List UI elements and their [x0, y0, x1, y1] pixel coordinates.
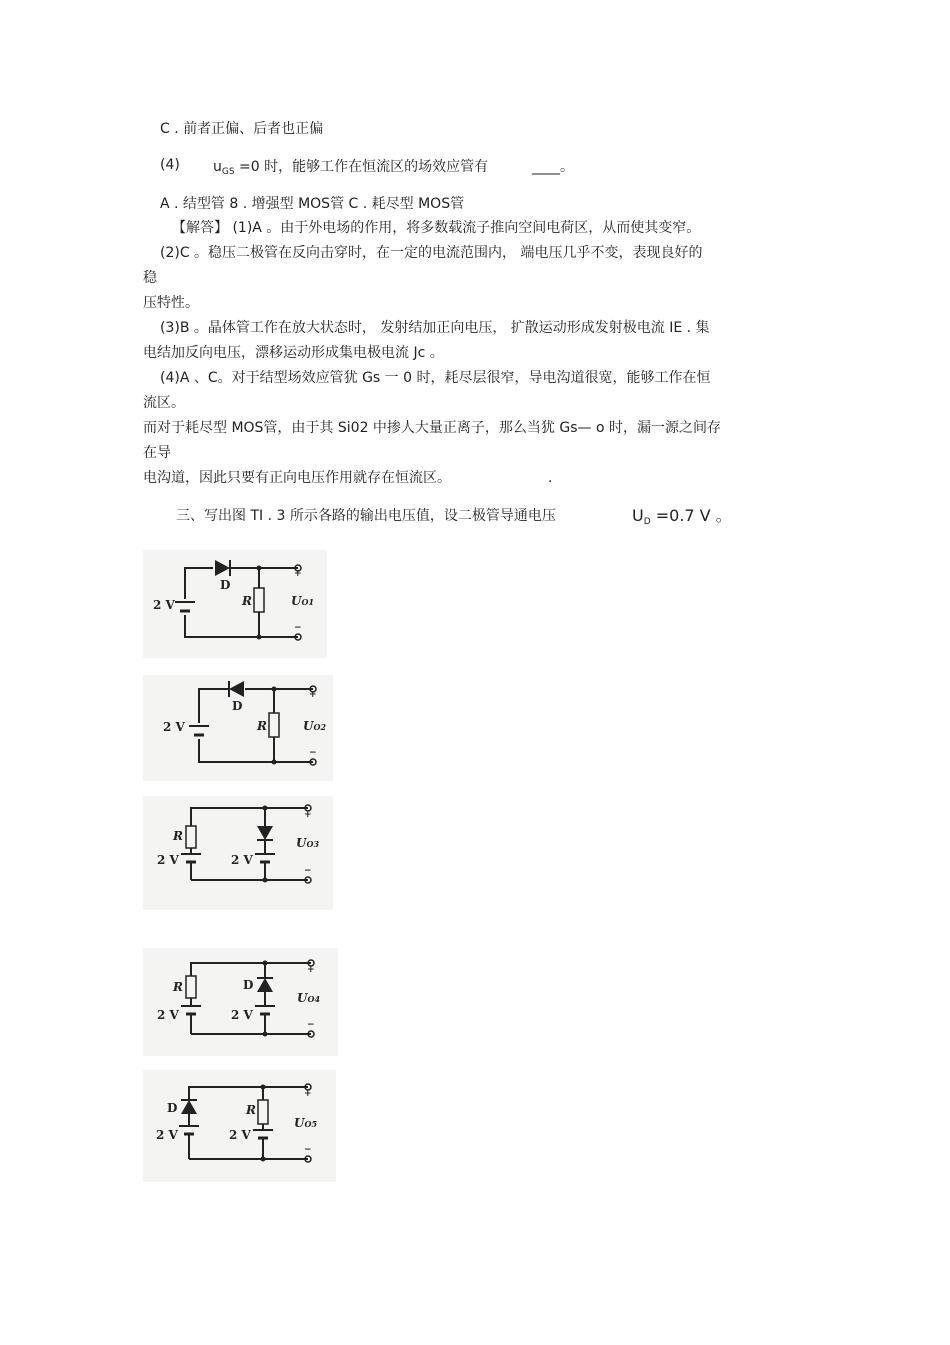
answer-3-cont: 电结加反向电压，漂移运动形成集电极电流 Jc 。 — [143, 345, 444, 361]
source-label-left: 2 V — [157, 1008, 179, 1022]
diode-label: D — [220, 578, 231, 592]
section-3-heading: 三、写出图 TI . 3 所示各路的输出电压值，设二极管导通电压 — [176, 508, 556, 524]
plus-sign: + — [304, 810, 312, 820]
minus-sign: − — [304, 866, 312, 876]
circuit-figure-5 — [143, 1070, 336, 1182]
resistor-label: R — [257, 719, 267, 733]
resistor-label: R — [173, 980, 183, 994]
output-label: UO4 — [297, 991, 321, 1005]
resistor-label: R — [246, 1103, 256, 1117]
answer-4: (4)A 、C。对于结型场效应管犹 Gs 一 0 时，耗尽层很窄，导电沟道很宽，能够工作在恒 — [160, 370, 711, 386]
question-4-text: $u_{GS} =0$ 时，能够工作在恒流区的场效应管有 — [213, 159, 489, 177]
option-c-line: C . 前者正偏、后者也正偏 — [160, 121, 324, 137]
source-label-left: 2 V — [156, 1128, 178, 1142]
resistor-label: R — [242, 594, 252, 608]
output-label: UO5 — [294, 1116, 318, 1130]
plus-sign: + — [294, 569, 302, 579]
output-label: UO1 — [291, 594, 315, 608]
answer-4-cont-d: 电沟道，因此只要有正向电压作用就存在恒流区。 — [143, 470, 451, 486]
source-label: 2 V — [163, 720, 185, 734]
question-4-number: (4) — [160, 157, 180, 173]
answer-4-cont-b: 而对于耗尽型 MOS管，由于其 Si02 中掺人大量正离子，那么当犹 Gs— o 时，漏一源之间存 — [143, 420, 721, 436]
question-4-blank: ____。 — [532, 159, 574, 175]
stray-dot: . — [548, 470, 553, 486]
output-label: UO2 — [303, 719, 327, 733]
options-line: A . 结型管 8 . 增强型 MOS管 C . 耗尽型 MOS管 — [160, 196, 465, 212]
plus-sign: + — [304, 1089, 312, 1099]
source-label: 2 V — [153, 598, 175, 612]
minus-sign: − — [309, 748, 317, 758]
answer-2-cont-a: 稳 — [143, 270, 157, 286]
minus-sign: − — [307, 1020, 315, 1030]
answer-2: (2)C 。稳压二极管在反向击穿时，在一定的电流范围内， 端电压几乎不变，表现良好的 — [160, 245, 703, 261]
minus-sign: − — [304, 1145, 312, 1155]
source-label-right: 2 V — [231, 1008, 253, 1022]
answer-1: 【解答】 (1)A 。由于外电场的作用，将多数载流子推向空间电荷区，从而使其变窄。 — [172, 220, 701, 236]
source-label-left: 2 V — [157, 853, 179, 867]
minus-sign: − — [294, 623, 302, 633]
diode-label: D — [167, 1101, 178, 1115]
circuit-figure-2 — [143, 675, 333, 781]
circuit-figure-1 — [143, 550, 327, 658]
plus-sign: + — [309, 690, 317, 700]
plus-sign: + — [307, 965, 315, 975]
answer-3: (3)B 。晶体管工作在放大状态时， 发射结加正向电压， 扩散运动形成发射极电流 IE . 集 — [160, 320, 710, 336]
answer-4-cont-a: 流区。 — [143, 395, 185, 411]
output-label: UO3 — [296, 836, 320, 850]
answer-2-cont-b: 压特性。 — [143, 295, 199, 311]
source-label-right: 2 V — [231, 853, 253, 867]
section-3-ud: $U_D =0.7$ V 。 — [632, 506, 732, 527]
resistor-label: R — [173, 829, 183, 843]
circuit-figure-3 — [143, 796, 333, 910]
answer-4-cont-c: 在导 — [143, 445, 171, 461]
diode-label: D — [232, 699, 243, 713]
source-label-right: 2 V — [229, 1128, 251, 1142]
diode-label: D — [243, 978, 254, 992]
circuit-figure-4 — [143, 948, 338, 1056]
